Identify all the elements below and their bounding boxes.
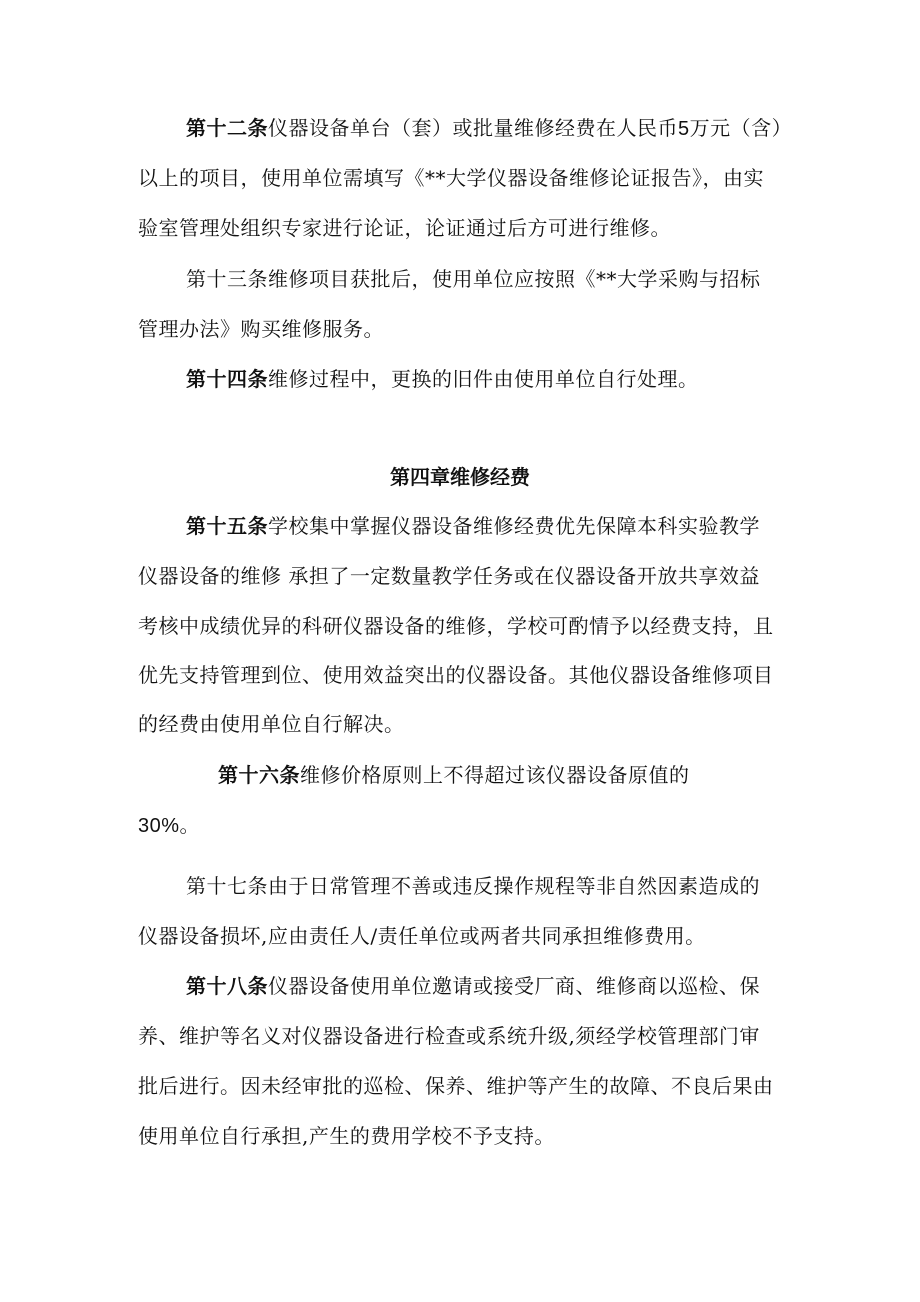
article-15-line-3: 考核中成绩优异的科研仪器设备的维修，学校可酌情予以经费支持，且	[138, 614, 774, 638]
article-15-line-1: 第十五条学校集中掌握仪器设备维修经费优先保障本科实验教学	[186, 514, 760, 538]
article-18-line-3: 批后进行。因未经审批的巡检、保养、维护等产生的故障、不良后果由	[138, 1074, 774, 1098]
article-12-line-3: 验室管理处组织专家进行论证，论证通过后方可进行维修。	[138, 216, 671, 240]
article-16-line-1: 第十六条维修价格原则上不得超过该仪器设备原值的	[218, 763, 690, 787]
article-15-label: 第十五条	[186, 514, 268, 538]
article-18-line-4: 使用单位自行承担,产生的费用学校不予支持。	[138, 1124, 555, 1148]
article-12-line-1: 第十二条仪器设备单台（套）或批量维修经费在人民币5万元（含）	[186, 116, 793, 140]
article-16-percent: 30%	[138, 815, 180, 837]
article-14-line-1: 第十四条维修过程中，更换的旧件由使用单位自行处理。	[186, 367, 699, 391]
article-16-line-2: 30%。	[138, 813, 201, 837]
article-15-line-2: 仪器设备的维修 承担了一定数量教学任务或在仪器设备开放共享效益	[138, 564, 760, 588]
article-17-label: 第十七条	[186, 874, 268, 898]
article-13-line-1: 第十三条维修项目获批后，使用单位应按照《**大学采购与招标	[186, 267, 761, 291]
article-15-line-5: 的经费由使用单位自行解决。	[138, 712, 405, 736]
article-12-line-2: 以上的项目，使用单位需填写《**大学仪器设备维修论证报告》，由实	[138, 166, 764, 190]
article-12-label: 第十二条	[186, 116, 268, 140]
article-18-line-1: 第十八条仪器设备使用单位邀请或接受厂商、维修商以巡检、保	[186, 974, 760, 998]
article-13-label: 第十三条	[186, 267, 268, 291]
article-18-label: 第十八条	[186, 974, 268, 998]
article-13-line-2: 管理办法》购买维修服务。	[138, 317, 384, 341]
article-15-line-4: 优先支持管理到位、使用效益突出的仪器设备。其他仪器设备维修项目	[138, 663, 774, 687]
article-14-label: 第十四条	[186, 367, 268, 391]
chapter-4-heading: 第四章维修经费	[390, 465, 530, 489]
article-16-label: 第十六条	[218, 763, 300, 787]
article-18-line-2: 养、维护等名义对仪器设备进行检查或系统升级,须经学校管理部门审	[138, 1024, 760, 1048]
article-17-line-1: 第十七条由于日常管理不善或违反操作规程等非自然因素造成的	[186, 874, 760, 898]
article-17-line-2: 仪器设备损坏,应由责任人/责任单位或两者共同承担维修费用。	[138, 924, 706, 948]
